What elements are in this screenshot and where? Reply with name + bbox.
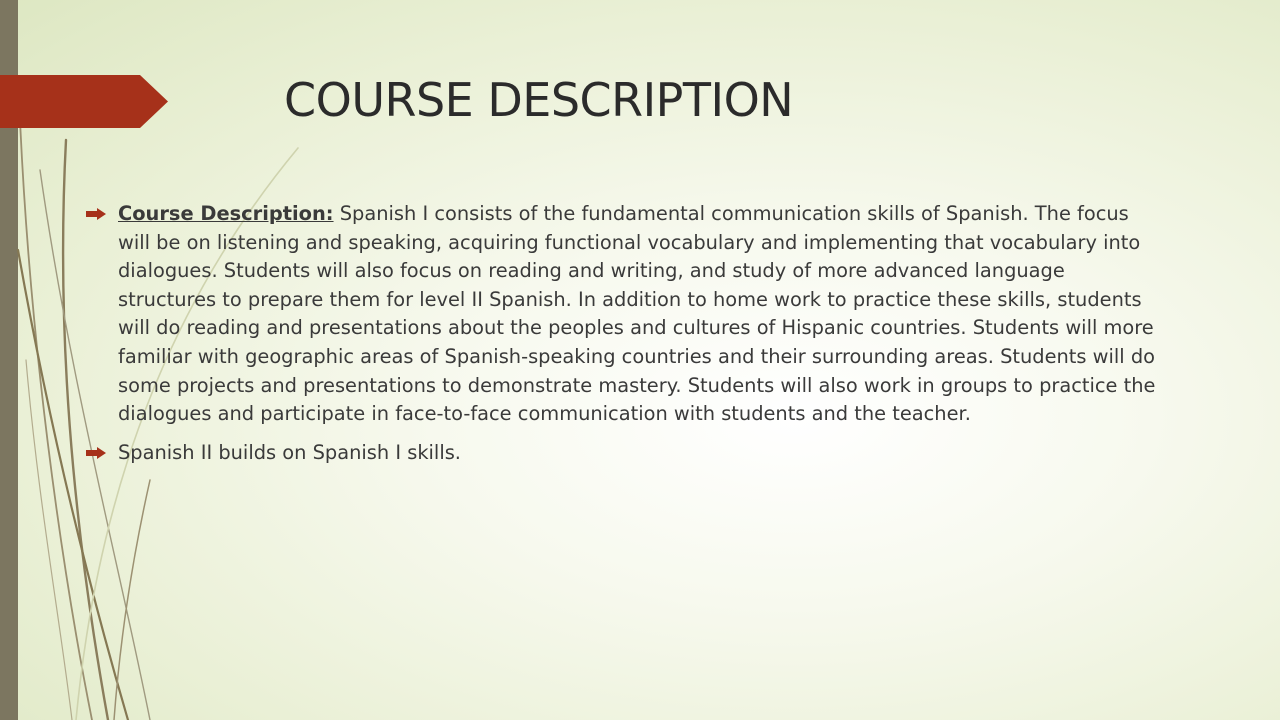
arrow-bullet-icon [86, 208, 106, 220]
grass-stalk [114, 480, 150, 720]
spanish-ii-text: Spanish II builds on Spanish I skills. [118, 440, 461, 464]
title-accent-arrow [0, 75, 168, 128]
bullet-item [86, 439, 1166, 468]
slide-title: COURSE DESCRIPTION [284, 73, 794, 127]
course-description-text: Spanish I consists of the fundamental communication skills of Spanish. The focus will be on listening and speaking, acquiring functional vocabulary and implementing that vocabulary into dialogues. Students will also focus on reading and writing, and study of more advanced language structures to prepare them for level II Spanish. In addition to home work to practice these skills, students will do reading and presentations about the peoples and cultures of Hispanic countries. Students will more familiar with geographic areas of Spanish-speaking countries and their surrounding areas. Students will do some projects and presentations to demonstrate mastery. Students will also work in groups to practice the dialogues and participate in face-to-face communication with students and the teacher. [118, 202, 1156, 426]
grass-stalk [26, 360, 72, 720]
bullet-item [86, 200, 1166, 429]
course-description-label: Course Description: [118, 202, 334, 225]
bullet-list [86, 200, 1166, 477]
arrow-bullet-icon [86, 447, 106, 459]
grass-stalk [20, 120, 92, 720]
